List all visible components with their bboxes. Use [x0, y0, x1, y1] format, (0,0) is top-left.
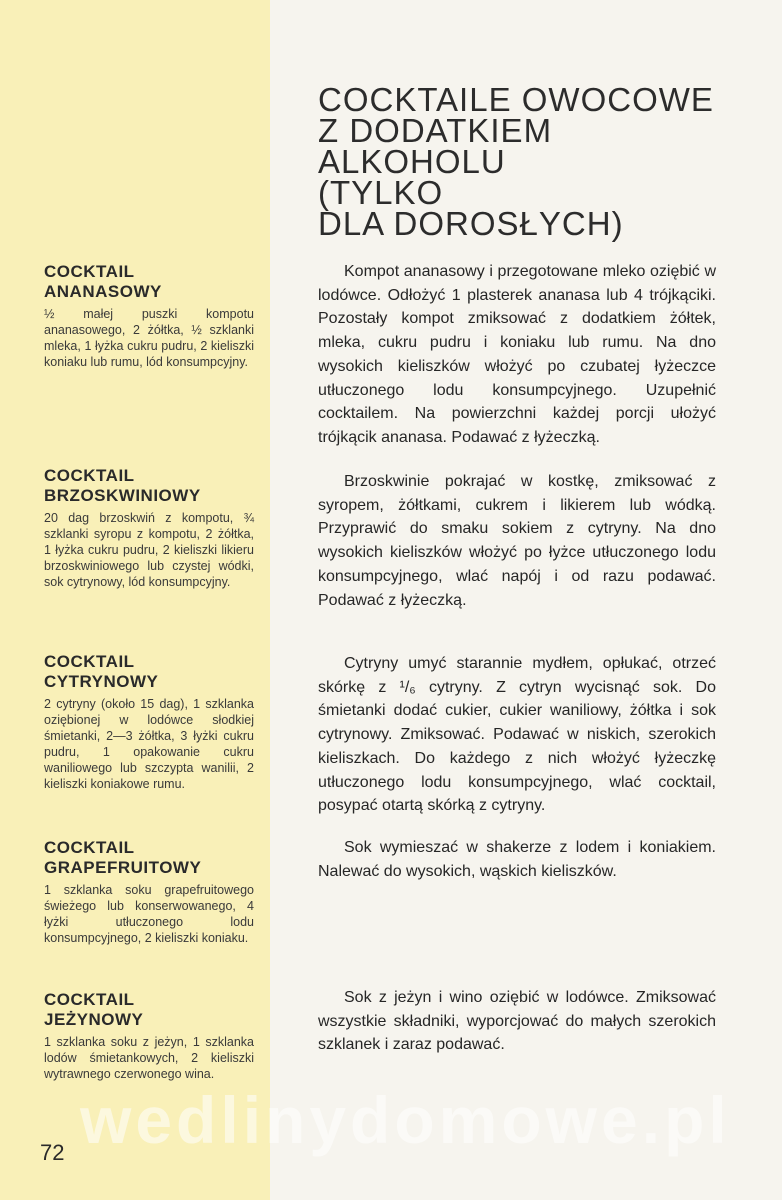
instructions-grapefruitowy: Sok wymieszać w shakerze z lodem i koniakiem. Nalewać do wysokich, wąskich kieliszków. — [318, 839, 716, 880]
recipe-name-line: ANANASOWY — [44, 282, 162, 301]
recipe-name — [44, 652, 254, 692]
recipe-name-line: COCKTAIL — [44, 466, 135, 485]
recipe-cytrynowy — [44, 652, 254, 792]
recipe-ingredients: ½ małej puszki kompotu ananasowego, 2 żółtka, ½ szklanki mleka, 1 łyżka cukru pudru, 2 kieliszki koniaku lub rumu, lód konsumpcyjny. — [44, 307, 254, 369]
title-line: DLA DOROSŁYCH) — [318, 205, 624, 242]
recipe-jezynowy — [44, 990, 254, 1082]
recipe-name-line: JEŻYNOWY — [44, 1010, 144, 1029]
title-line: ALKOHOLU — [318, 143, 506, 180]
watermark: wedlinydomowe.pl — [80, 1083, 731, 1157]
recipe-grapefruitowy — [44, 838, 254, 946]
recipe-ingredients: 1 szklanka soku z jeżyn, 1 szklanka lodów śmietankowych, 2 kieliszki wytrawnego czerwonego wina. — [44, 1035, 254, 1081]
recipe-name — [44, 262, 254, 302]
recipe-name — [44, 466, 254, 506]
recipe-name — [44, 838, 254, 878]
recipe-name — [44, 990, 254, 1030]
recipe-name-line: COCKTAIL — [44, 838, 135, 857]
page-title — [318, 81, 718, 242]
title-line: Z DODATKIEM — [318, 112, 553, 149]
instructions-jezynowy: Sok z jeżyn i wino oziębić w lodówce. Zmiksować wszystkie składniki, wyporcjować do małych szerokich szklanek i zaraz podawać. — [318, 989, 716, 1054]
recipe-name-line: COCKTAIL — [44, 652, 135, 671]
recipe-name-line: COCKTAIL — [44, 990, 135, 1009]
recipe-name-line: GRAPEFRUITOWY — [44, 858, 202, 877]
recipe-ingredients: 1 szklanka soku grapefruitowego świeżego lub konserwowanego, 4 łyżki utłuczonego lodu konsumpcyjnego, 2 kieliszki koniaku. — [44, 883, 254, 945]
recipe-name-line: CYTRYNOWY — [44, 672, 159, 691]
instructions-ananasowy: Kompot ananasowy i przegotowane mleko oziębić w lodówce. Odłożyć 1 plasterek ananasa lub 4 trójkąciki. Pozostały kompot zmiksować z dodatkiem żółtek, mleka, cukru pudru i koniaku lub rumu. Na dno wysokich kieliszków włożyć po czubatej łyżeczce utłuczonego lodu konsumpcyjnego. Uzupełnić cocktailem. Na powierzchni każdej porcji ułożyć trójkącik ananasa. Podawać z łyżeczką. — [318, 263, 716, 446]
instructions-brzoskwiniowy: Brzoskwinie pokrajać w kostkę, zmiksować z syropem, żółtkami, cukrem i likierem lub wódką. Przyprawić do smaku sokiem z cytryny. Na dno wysokich kieliszków włożyć po łyżce utłuczonego lodu konsumpcyjnego, wlać napój i od razu podawać. Podawać z łyżeczką. — [318, 473, 716, 609]
title-line: COCKTAILE OWOCOWE — [318, 81, 714, 118]
page-number: 72 — [40, 1140, 65, 1165]
recipe-name-line: BRZOSKWINIOWY — [44, 486, 201, 505]
recipe-name-line: COCKTAIL — [44, 262, 135, 281]
recipe-ingredients: 20 dag brzoskwiń z kompotu, ¾ szklanki syropu z kompotu, 2 żółtka, 1 łyżka cukru pudru, 2 kieliszki likieru brzoskwiniowego lub czystej wódki, sok cytrynowy, lód konsumpcyjny. — [44, 511, 254, 589]
recipe-ingredients: 2 cytryny (około 15 dag), 1 szklanka oziębionej w lodówce słodkiej śmietanki, 2—3 żółtka, 3 łyżki cukru pudru, 1 opakowanie cukru waniliowego lub szczypta wanilii, 2 kieliszki koniakowe rumu. — [44, 697, 254, 791]
recipe-brzoskwiniowy — [44, 466, 254, 590]
recipe-ananasowy — [44, 262, 254, 370]
instructions-cytrynowy: Cytryny umyć starannie mydłem, opłukać, otrzeć skórkę z ¹/₆ cytryny. Z cytryn wycisnąć sok. Do śmietanki dodać cukier, cukier waniliowy, żółtka i sok cytrynowy. Zmiksować. Podawać w niskich, szerokich kieliszkach. Do każdego z nich włożyć łyżeczkę utłuczonego lodu konsumpcyjnego, wlać cocktail, posypać otartą skórką z cytryny. — [318, 655, 716, 815]
title-line: (TYLKO — [318, 174, 444, 211]
